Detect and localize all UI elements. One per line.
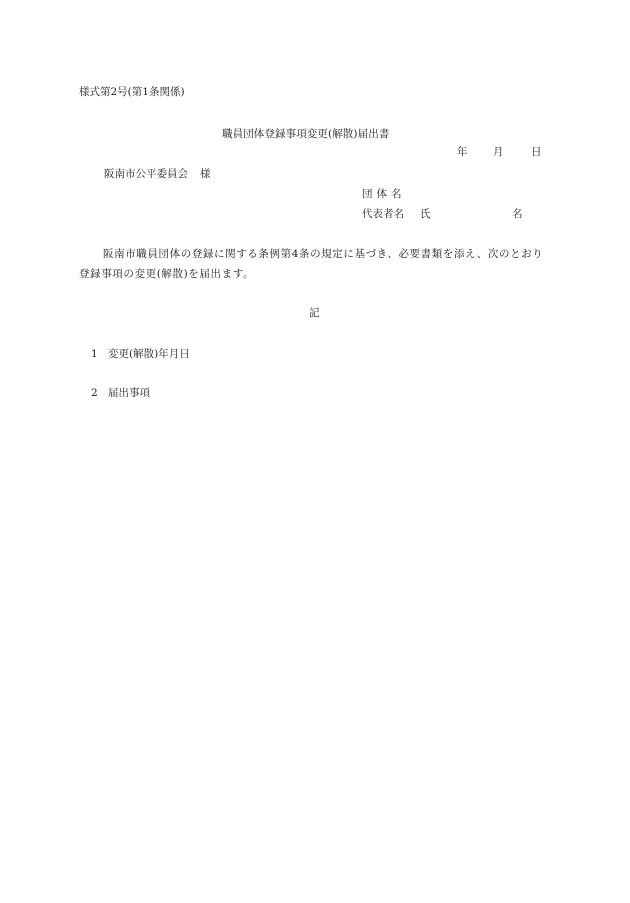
item-number: 1 <box>91 348 98 360</box>
representative-line <box>362 206 523 221</box>
date-day-label: 日 <box>531 146 542 158</box>
addressee-name: 阪南市公平委員会 <box>104 168 188 180</box>
organization-name-label <box>362 186 406 201</box>
representative-given-name-label: 名 <box>512 208 523 220</box>
list-item <box>91 346 190 361</box>
representative-surname-label: 氏 <box>420 208 431 220</box>
addressee-honorific: 様 <box>200 168 211 180</box>
representative-label: 代表者名 <box>362 208 404 220</box>
list-item <box>91 385 150 400</box>
item-label: 変更(解散)年月日 <box>108 348 190 360</box>
item-label: 届出事項 <box>108 387 150 399</box>
addressee <box>104 166 211 181</box>
org-label: 団体名 <box>362 188 406 200</box>
date-year-label: 年 <box>457 146 468 158</box>
item-number: 2 <box>91 387 98 399</box>
form-number: 様式第2号(第1条関係) <box>79 86 185 98</box>
document-title: 職員団体登録事項変更(解散)届出書 <box>222 128 390 140</box>
ki-heading: 記 <box>309 307 320 319</box>
body-paragraph: 阪南市職員団体の登録に関する条例第4条の規定に基づき、必要書類を添え、次のとおり登録事項の変更(解散)を届出ます。 <box>79 248 544 280</box>
date-month-label: 月 <box>493 146 504 158</box>
